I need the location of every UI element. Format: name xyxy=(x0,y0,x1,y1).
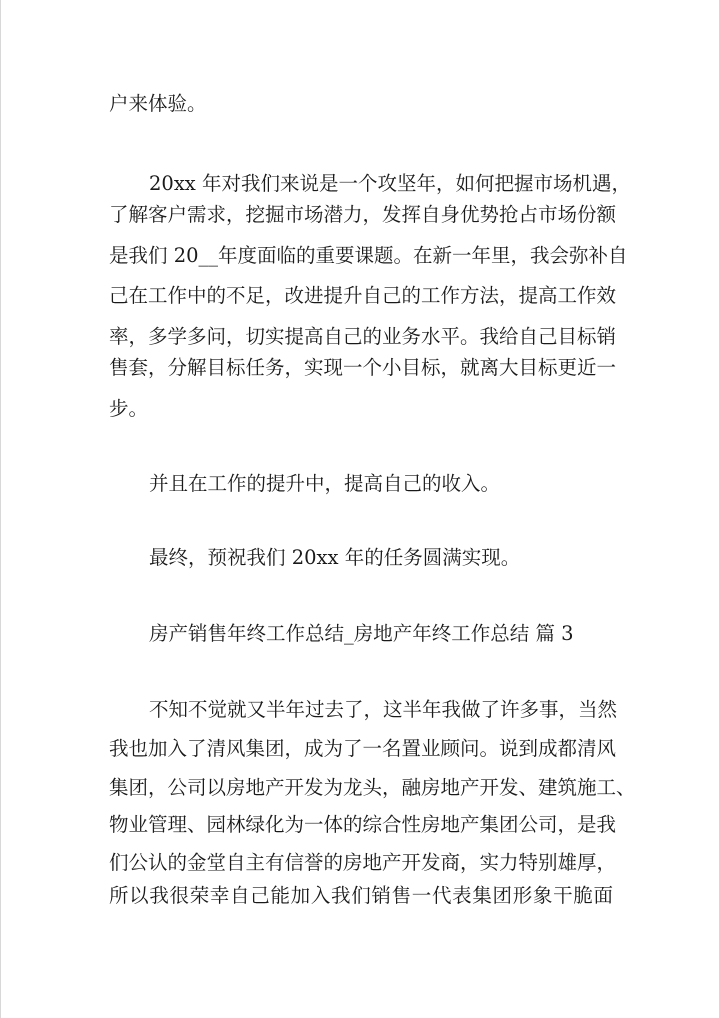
paragraph-line: 率，多学多问，切实提高自己的业务水平。我给自己目标销 xyxy=(109,325,617,348)
paragraph-line: 步。 xyxy=(109,397,149,420)
paragraph-line: 物业管理、园林绿化为一体的综合性房地产集团公司，是我 xyxy=(109,813,617,836)
paragraph-line: 己在工作中的不足，改进提升自己的工作方法，提高工作效 xyxy=(109,284,617,307)
paragraph-line: 们公认的金堂自主有信誉的房地产开发商，实力特别雄厚， xyxy=(109,851,617,874)
paragraph-line: 最终，预祝我们 20xx 年的任务圆满实现。 xyxy=(149,546,521,569)
paragraph-line: 集团，公司以房地产开发为龙头，融房地产开发、建筑施工、 xyxy=(109,776,636,799)
paragraph-line: 20xx 年对我们来说是一个攻坚年，如何把握市场机遇， xyxy=(149,172,632,195)
paragraph-line: 我也加入了清风集团，成为了一名置业顾问。说到成都清风 xyxy=(109,737,617,760)
paragraph-line: 是我们 20__年度面临的重要课题。在新一年里，我会弥补自 xyxy=(109,244,628,267)
paragraph-line: 售套，分解目标任务，实现一个小目标，就离大目标更近一 xyxy=(109,356,617,379)
paragraph-line: 户来体验。 xyxy=(109,92,207,115)
paragraph-line: 所以我很荣幸自己能加入我们销售一代表集团形象干脆面 xyxy=(109,884,613,907)
paragraph-line: 了解客户需求，挖掘市场潜力，发挥自身优势抢占市场份额 xyxy=(109,203,617,226)
paragraph-line: 并且在工作的提升中，提高自己的收入。 xyxy=(149,472,501,495)
paragraph-line: 不知不觉就又半年过去了，这半年我做了许多事，当然 xyxy=(149,698,618,721)
section-heading: 房产销售年终工作总结_房地产年终工作总结 篇 3 xyxy=(149,622,574,645)
